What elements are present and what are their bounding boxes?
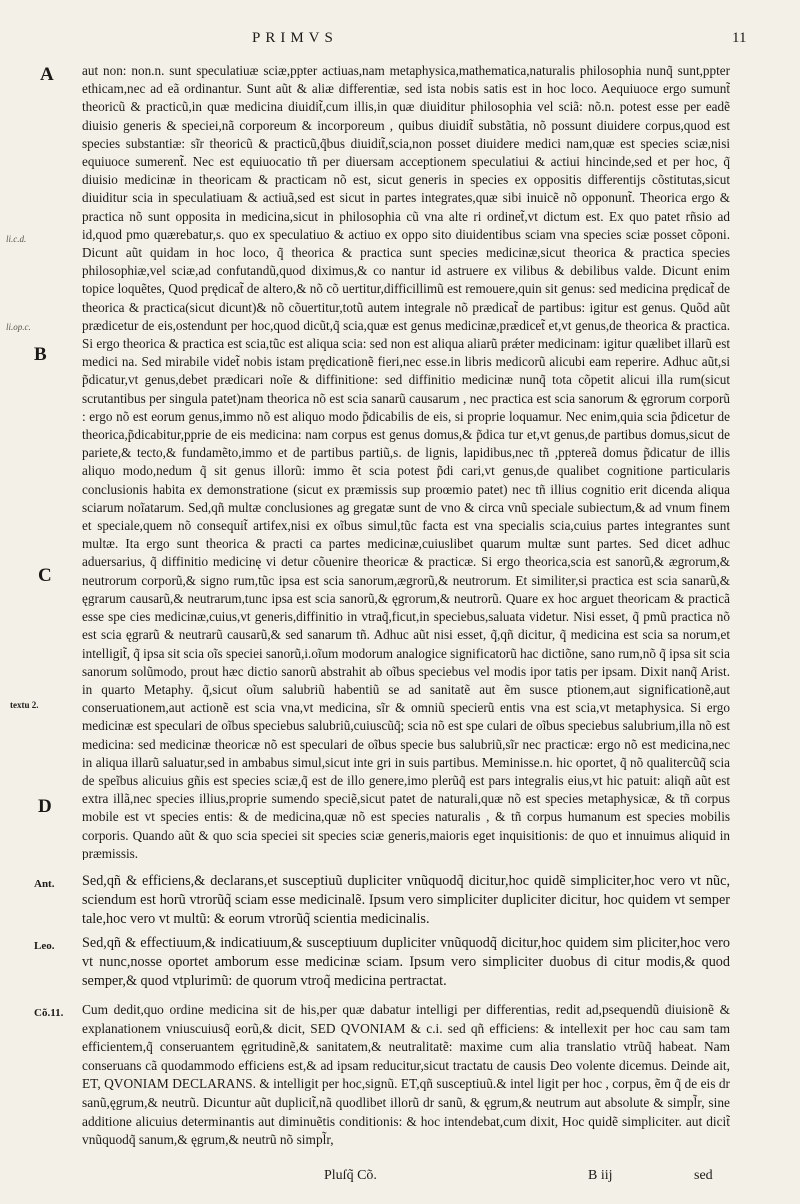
commentary-text-block: Cum dedit,quo ordine medicina sit de his,per quæ dabatur intelligi per differentias, redit ad,psequendũ diuisionẽ & explanationem vniuscuiusq̃ eorũ,& dicit, SED QVONIAM & c.i. sed qñ efficiens: & intellexit per hoc cau sam tam efficientem,q̃ conseruantem ęgritudinẽ,& sanitatem,& neutralitatẽ: maxime cum alia translatio vtrũq̃ habeat. Nam conseruans cã quodammodo efficiens est,& ad ipsam reducitur,sicut tractatu de causis Deo volente dicemus. Deinde ait, ET, QVONIAM DECLARANS. & intelligit per hoc,signũ. ET,qñ susceptiuũ.& intel ligit per hoc , corpus, ẽm q̃ de eis dr sanũ,ęgrum,& neutrũ. Dicuntur aũt duplicit̃,nã quodlibet illorũ dr sanũ, & ęgrum,& neutrum aut absolute & simpl̃r, sine additione alicuius determinantis aut diminuẽtis conditionis: & hoc intendebat,cum dixit, Hoc quidẽ simpliciter. aut dicit̃ vnũquodq̃ sanum,& ęgrum,& neutrũ nõ simpl̃r, <box>82 1002 730 1148</box>
margin-note: textu 2. <box>10 700 39 710</box>
section-letter-b: B <box>34 344 47 365</box>
margin-note: li.c.d. <box>6 234 27 244</box>
catchword-right: sed <box>694 1168 713 1183</box>
section-letter-a: A <box>40 64 54 85</box>
ant-text-block: Sed,qñ & efficiens,& declarans,et susceptiuũ dupliciter vnũquodq̃ dicitur,hoc quidẽ simpliciter,hoc vero vt nũc, sciendum est horũ vtrorũq̃ sciam esse medicinalẽ. Ipsum vero simpliciter dupliciter dicitur, hoc quidem vt semper tale,hoc vero vt multũ: & eorum vtrorũq̃ scientia medicinalis. <box>82 873 730 927</box>
speaker-label-leo: Leo. <box>34 940 55 952</box>
folio-number: 11 <box>732 30 747 46</box>
main-text-block: aut non: non.n. sunt speculatiuæ sciæ,ppter actiuas,nam metaphysica,mathematica,naturalis philosophia nunq̃ sunt,ppter ethicam,nec ad eã ordinantur. Sunt aũt & aliæ differentiæ, sed ista nobis satis est in hoc loco. Aequiuoce ergo sumunt̃ theoricũ & practicũ,in quæ medicina diuidit̃,cum illis,in quæ diuiditur philosophia vel sciã: nõ.n. potest esse per eadẽ diuisio generis & speciei,nã corporeum & incorporeum , quibus diuidit̃ substãtia, nõ possunt diuidere corpus,quod est species substantiæ: sĩr theoricũ & practicũ,q̃bus diuidit̃,scia,non posset diuidere medici nam,quæ est species sciæ,nisi equiuoce sumerent̃. Nec est equiuocatio tñ per diuersam acceptionem speculatiui & actiui hincinde,sed et per hoc, q̃ diuisio medicinæ in theoricam & practicam nõ est, sicut generis in species ex oppositis differentijs cõstitutas,sicut diuiditur scia in speculatiuam & actiuã,sed est sicut in partes integrates,quæ sibi inuicẽ nõ opponunt̃. Theorica ergo & practica nõ sunt opposita in medicina,sicut in philosophia cũ vna alte ri ordinet̃,vt dictum est. Ex quo patet rñsio ad id,quod pmo quærebatur,s. quo ex speculatiuo & actiuo ex oppo sito diuidentibus sciam vna species sciæ posset cõponi. Dicunt aũt quidam in hoc loco, q̃ theorica & practica sunt species medicinæ,sicut theorica & practica species philosophiæ,vel sciæ,ad confutandũ,quod diximus,& co nantur id astruere ex vilibus & debilibus valde. Dicunt enim topice loquẽtes, Quod prędicat̃ de altero,& nõ cõ uertitur,difficillimũ est remouere,quin sit genus: sed medicina prędicat̃ de theorica & practica(sicut dicunt)& nõ cõuertitur,totũ autem integrale nõ prædicat̃ de partibus: igitur est genus. Quõd aũt prædicetur de eis,ostendunt per hoc,quod dicũt,q̃ scia,quæ est genus medicinæ,prædicet̃ et,vt genus,de theorica & practica. Si ergo theorica & practica est scia,tũc est aliqua scia: sed non est aliqua aliarũ prǽter medicinam: igitur quælibet illarũ est medici na. Sed mirabile videt̃ nobis istam prędicationẽ fieri,nec esse.in libris medicorũ alicubi eam reperire. Adhuc aũt,si p̃dicatur,vt genus,debet prædicari noĩe & diffinitione: sed diffinitio medicinæ nunq̃ tota cõpetit alicui illa rum(sicut scrutantibus per singula patet)nam theorica nõ est scia sanarũ causarum , nec practica est scia sanorum & ęgrorum corporũ : ergo nõ est eorum genus,immo nõ est aliquo modo p̃dicabilis de eis, si proprie loquamur. Nec enim,quia scia p̃dicetur de theorica,p̃dicabitur,pprie de eis medicina: nam corpus est genus domus,& p̃dica tur et,vt genus,de partibus domus,sicut de pariete,& tecto,& fundamẽto,immo et de partibus partiũ,s. de lignis, lapidibus,nec tñ ,pptereã domus p̃dicatur de illis aliquo modo,nedum q̃ sit genus illorũ: immo ẽt scia potest p̃di cari,vt genus,de qualibet cognitione particularis conclusionis habita ex demonstratione (sicut ex præmissis sup proœmio patet) nec tñ illius cognitio erit dicenda aliqua sciarum noĩatarum. Sed,qñ multæ conclusiones ag gregatæ sunt de vno & circa vnũ speciale subiectum,& ad vnum finem et speciale,quem nõ consequit̃ artifex,nisi ex oĩbus simul,tũc facta est vna specialis scia,cuius partes integrantes sunt multæ. Ita ergo sunt theorica & practi ca partes medicinæ,cuiuslibet quarum multæ sunt partes. Sed dicet adhuc aduersarius, q̃ diffinitio medicinę vi detur cõuenire theoricæ & practicæ. Si ergo theorica,scia est sanorũ,& ægrorum,& neutrorum corporũ,& signo rum,tũc ipsa est scia sanorum,ægrorũ,& neutrorum. Et similiter,si practica est scia sanarũ,& ęgrarum causarũ,& neutrarum,tunc ipsa est scia sanorũ,& ęgrorum,& neutrorũ. Quare ex hoc arguet theoricam & practicã esse spe cies medicinæ,cuius,vt generis,diffinitio in vtraq̃,ficut,in speciebus,saluata videtur. Nisi esset, q̃ pmũ practica nõ est scia ęgrarũ & neutrarũ causarũ,& sed sanarum tñ. Adhuc aũt nisi esset, q̃,qñ dicitur, q̃ medicina est scia sa norum,et intelligit̃, q̃ ipsa sit scia oĩs speciei sanorũ,i.oĩum modorum analogice significatorũ hac dictiõne, sano rum,nõ q̃ ipsa sit scia sanorum solũmodo, prout hæc dictio sanorũ abstrahit ab oĩbus speciebus vel modis ipor tatis per ipsam. Dixit nanq̃ Arist. in quarto Metaphy. q̃,sicut oĩum salubriũ habentiũ se ad sanitatẽ aut ẽm susce ptionem,aut significationẽ,aut conseruationem,aut actionẽ est scia vna,vt medicina, sĩr & omniũ specierũ entis vna est scia,vt metaphysica. Si ergo medicinæ est speculari de oĩbus speciebus salubriũ,cuiuscũq̃; scia nõ est spe culari de oĩbus speciebus salubrium,illa nõ est medicina: sed medicinæ theoricæ nõ est speculari de oĩbus specie bus salubriũ,sĩr nec practicæ: ergo nõ est medicina,nec in aliqua illarũ saluatur,sed in ambabus simul,sicut inte gri in suis partibus. Meminisse.n. hic oportet, q̃ nõ qualitercũq̃ scia de speĩbus alicuius gñis est species sciæ,q̃ est de illo genere,imo plerũq̃ est pars integralis eius,vt hic patuit: aliqñ aũt est extra illã,nec species illius,proprie sumendo speciẽ,sicut patet de naturali,quæ nõ est species metaphysicæ, & tñ corpus mobile est vt species entis: & de medicina,quæ nõ est species naturalis , & tñ corpus humanum est species mobilis corporis. Quando aũt & quo scia speciei sit species sciæ generis,maioris eget inquisitionis: de quo et innuimus aliquid in præmissis. <box>82 63 730 860</box>
speaker-label-com: Cõ.11. <box>34 1007 64 1019</box>
running-title: PRIMVS <box>252 30 338 46</box>
catchword-left: Pluſq̃ Cõ. <box>324 1168 377 1183</box>
signature-mark: B iij <box>588 1168 613 1183</box>
leo-text-block: Sed,qñ & effectiuum,& indicatiuum,& susceptiuum dupliciter vnũquodq̃ dicitur,hoc quidem sim pliciter,hoc vero vt nunc,nosse oportet amborum esse medicinæ sciam. Ipsum vero simpliciter duobus di citur modis,& quod semper,& quod vtplurimũ: de quorum vtroq̃ medicina pertractat. <box>82 935 730 989</box>
section-letter-c: C <box>38 565 52 586</box>
speaker-label-ant: Ant. <box>34 878 55 890</box>
page-footer <box>0 1168 800 1190</box>
section-letter-d: D <box>38 796 52 817</box>
margin-note: li.op.c. <box>6 322 31 332</box>
running-head <box>0 30 800 52</box>
